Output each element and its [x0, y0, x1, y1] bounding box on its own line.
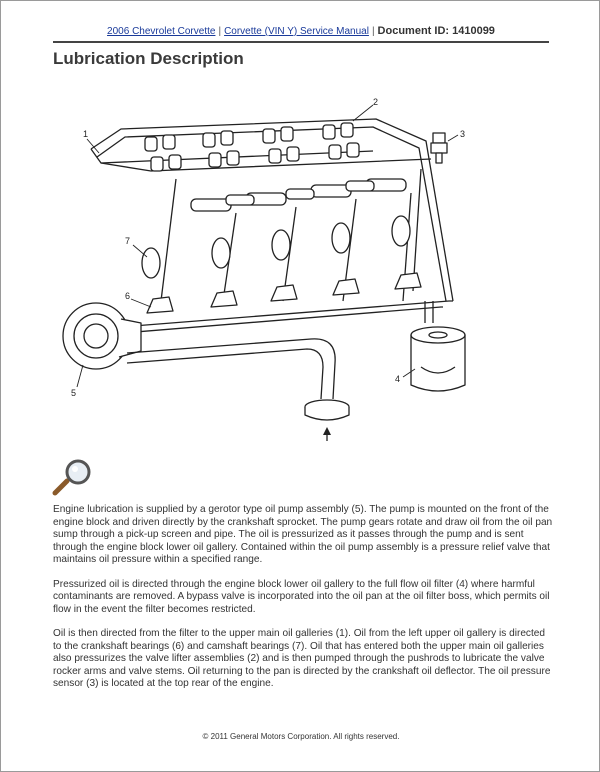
header-separator: |: [218, 26, 222, 37]
callout-7: 7: [125, 236, 131, 246]
oil-pressure-sensor: [431, 133, 447, 163]
header-separator: |: [371, 26, 375, 37]
magnifier-icon[interactable]: [51, 459, 99, 499]
document-id: Document ID: 1410099: [377, 25, 495, 37]
service-manual-link[interactable]: Corvette (VIN Y) Service Manual: [224, 26, 369, 37]
camshaft-bearings: [142, 216, 410, 278]
paragraph-oil-pump: Engine lubrication is supplied by a gerotor type oil pump assembly (5). The pump is mounted on the front of the engine block and driven directly by the crankshaft sprocket. The pump gears rotate and draw oil from the oil pan sump through a pick-up screen and pipe. The oil is pressurized as it passes through the pump and is sent through the engine block lower oil gallery. Contained within the oil pump assembly is a pressure relief valve that maintains oil pressure within a specified range.: [53, 504, 553, 565]
callout-5: 5: [71, 388, 77, 398]
callout-1: 1: [83, 129, 89, 139]
oil-filter: [411, 327, 465, 391]
vehicle-model-link[interactable]: 2006 Chevrolet Corvette: [107, 26, 216, 37]
pickup-pipe: [127, 349, 323, 399]
paragraph-oil-galleries: Oil is then directed from the filter to the upper main oil galleries (1). Oil from the left upper oil gallery is directed to the crankshaft bearings (6) and camshaft bearings (7). Oil that has entered both the upper main oil galleries also pressurizes the valve lifter assemblies (2) and is then pumped through the pushrods to lubricate the valve rocker arms and valve stems. Oil returning to the pan is directed by the crankshaft oil deflector. The oil pressure sensor (3) is located at the top rear of the engine.: [53, 628, 551, 689]
pickup-arrow-head: [323, 427, 331, 435]
callout-3: 3: [460, 129, 466, 139]
lubrication-diagram: [1, 1, 600, 461]
pickup-screen: [305, 400, 349, 420]
copyright-footer: © 2011 General Motors Corporation. All rights reserved.: [202, 732, 400, 741]
page-title: Lubrication Description: [53, 49, 244, 68]
callout-4: 4: [395, 374, 401, 384]
pickup-pipe: [127, 339, 335, 399]
paragraph-oil-filter: Pressurized oil is directed through the engine block lower oil gallery to the full flow oil filter (4) where harmful contaminants are removed. A bypass valve is incorporated into the oil pan at the oil filter boss, which permits oil flow in the event the filter becomes restricted.: [53, 578, 550, 615]
description-body: [53, 504, 553, 703]
callout-6: 6: [125, 291, 131, 301]
rocker-arm-row: [191, 179, 406, 211]
callout-2: 2: [373, 97, 379, 107]
oil-pump: [63, 303, 141, 369]
